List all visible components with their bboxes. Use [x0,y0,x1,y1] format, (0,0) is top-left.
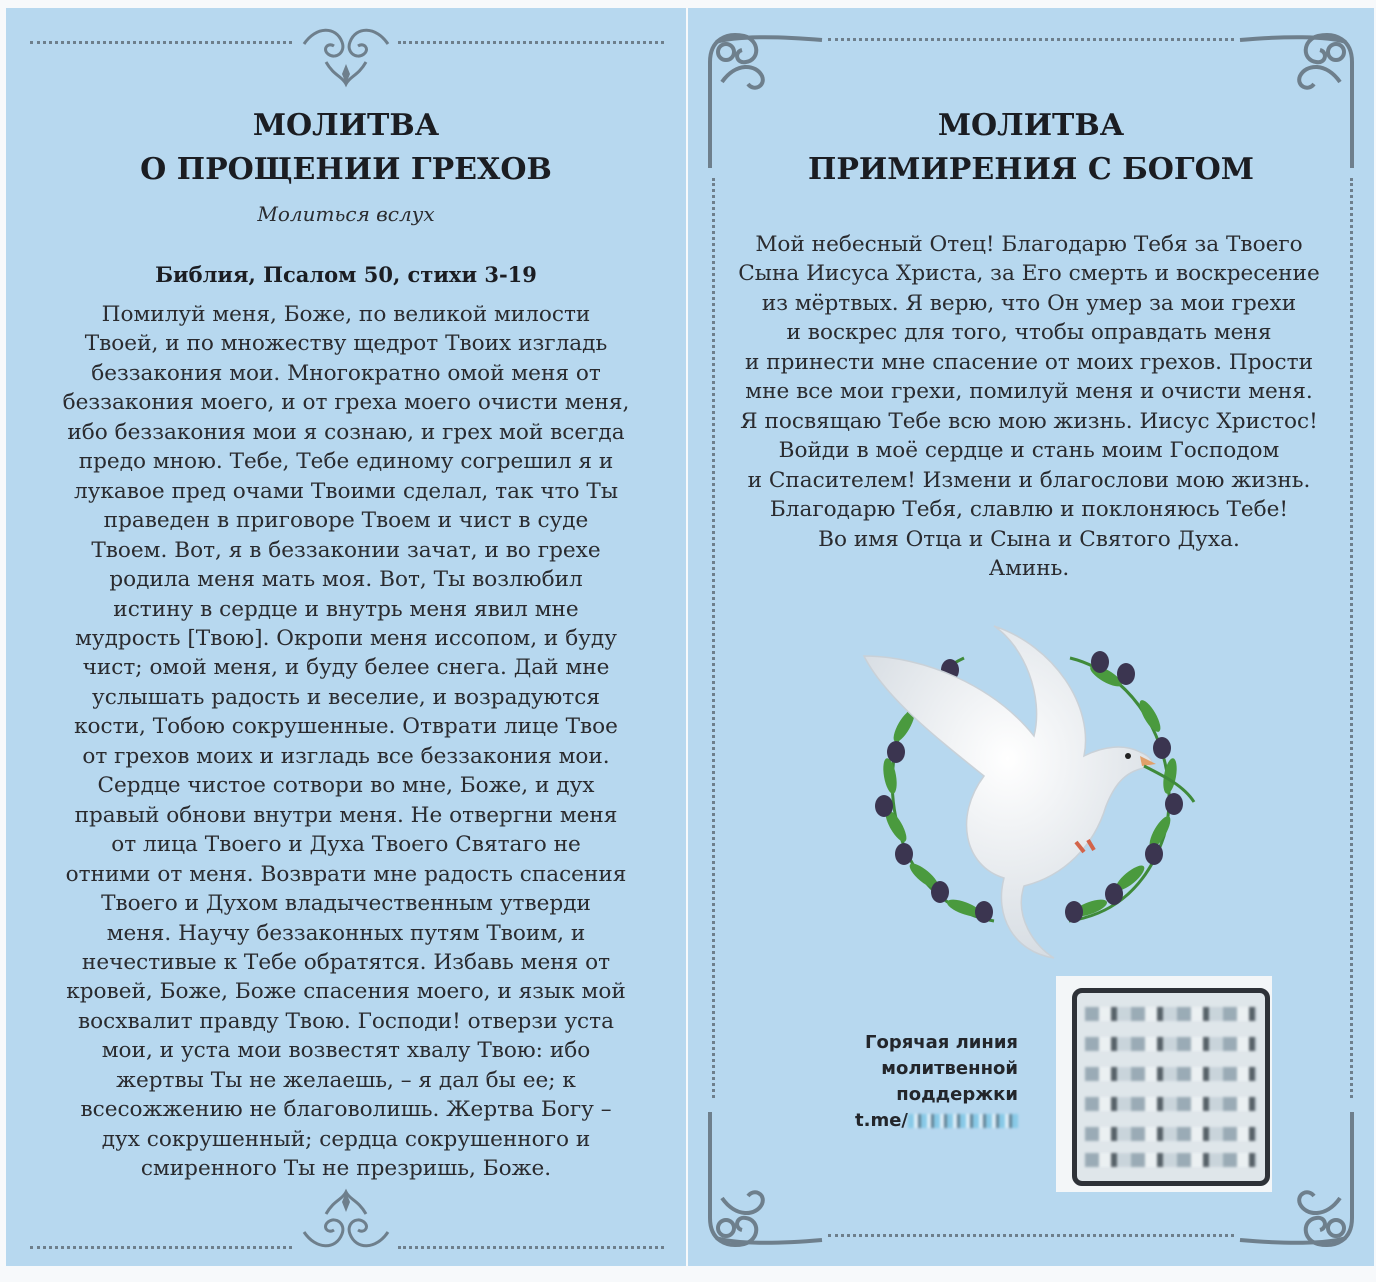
text-line: Твоем. Вот, я в беззаконии зачат, и во грехе [91,537,601,563]
text-line: истину в сердце и внутрь меня явил мне [113,596,579,622]
text-line: лукавое пред очами Твоими сделал, так что Ты [73,478,619,504]
text-line: Твоей, и по множеству щедрот Твоих изгладь [84,331,608,357]
text-line: Сердце чистое сотвори во мне, Боже, и дух [97,773,595,799]
text-line: нечестивые к Тебе обратятся. Избавь меня от [81,949,611,975]
text-line: беззакония мои. Многократно омой меня от [91,360,601,386]
text-line: Во имя Отца и Сына и Святого Духа. [818,526,1240,552]
text-line: отними от меня. Возврати мне радость спасения [65,861,627,887]
right-title-line2: ПРИМИРЕНИЯ С БОГОМ [808,152,1254,187]
text-line: родила меня мать моя. Вот, Ты возлюбил [109,567,583,593]
text-line: кровей, Боже, Боже спасения моего, и язык мой [66,979,626,1005]
text-line: восхвалит правду Твою. Господи! отверзи уста [78,1008,614,1034]
bottom-dotted-border [828,1234,1234,1240]
text-line: Я посвящаю Тебе всю мою жизнь. Иисус Христос! [740,408,1318,434]
bible-reference: Библия, Псалом 50, стихи 3-19 [155,262,537,287]
text-line: Сына Иисуса Христа, за Его смерть и воскресение [738,261,1320,287]
top-dotted-border [828,38,1234,44]
bottom-dotted-border [30,1246,292,1252]
text-line: Аминь. [988,555,1070,581]
text-line: Мой небесный Отец! Благодарю Тебя за Твоего [755,232,1303,257]
hotline-line: поддержки [896,1084,1018,1105]
qr-blur-row [1085,1007,1257,1021]
text-line: всесожжению не благоволишь. Жертва Богу – [80,1097,612,1123]
left-title-line1: МОЛИТВА [252,108,440,143]
qr-blur-row [1085,1037,1257,1051]
text-line: беззакония моего, и от греха моего очисти меня, [62,390,630,416]
text-line: и Спасителем! Измени и благослови мою жизнь. [747,467,1311,493]
text-line: Благодарю Тебя, славлю и поклоняюсь Тебе! [769,497,1289,523]
prayer-text [688,230,1374,583]
corner-ornament-bottom-left [696,1108,826,1258]
top-scroll-ornament [296,18,396,88]
hotline-line: молитвенной [881,1058,1018,1079]
text-line: Войди в моё сердце и стань моим Господом [778,438,1280,464]
text-line: кости, Тобою сокрушенные. Отврати лице Твое [74,714,618,740]
bottom-dotted-border [398,1246,664,1252]
text-line: Твоего и Духом владычественным утверди [101,891,591,917]
left-title-line2: О ПРОЩЕНИИ ГРЕХОВ [140,152,552,187]
text-line: жертвы Ты не желаешь, – я дал бы ее; к [116,1067,576,1093]
bottom-scroll-ornament [296,1188,396,1258]
top-dotted-border [30,41,292,47]
text-line: праведен в приговоре Твоем и чист в суде [103,508,589,534]
hotline-line: Горячая линия [864,1032,1018,1053]
left-subtitle: Молиться вслух [257,202,435,226]
psalm-text [6,300,686,1184]
hotline-label [808,1030,1018,1134]
text-line: смиренного Ты не презришь, Боже. [140,1156,552,1182]
qr-frame [1072,988,1270,1186]
text-line: правый обнови внутри меня. Не отвергни меня [74,802,618,828]
text-line: мудрость [Твою]. Окропи меня иссопом, и буду [75,625,617,651]
right-title-line1: МОЛИТВА [937,108,1125,143]
text-line: мои, и уста мои возвестят хвалу Твою: ибо [101,1038,591,1064]
text-line: услышать радость и веселие, и возрадуются [92,684,600,710]
text-line: дух сокрушенный; сердца сокрушенного и [101,1126,591,1152]
text-line: и принести мне спасение от моих грехов. Прости [745,349,1313,375]
qr-code-redacted[interactable] [1056,976,1272,1192]
hotline-link-prefix: t.me/ [855,1110,908,1131]
text-line: мне все мои грехи, помилуй меня и очисти меня. [745,379,1313,405]
text-line: от грехов моих и изгладь все беззакония мои. [82,743,610,769]
qr-blur-row [1085,1067,1257,1081]
text-line: ибо беззакония мои я сознаю, и грех мой всегда [67,419,625,445]
qr-blur-row [1085,1127,1257,1141]
dove-olive-wreath-illustration [844,616,1216,962]
text-line: и воскрес для того, чтобы оправдать меня [786,320,1272,346]
text-line: от лица Твоего и Духа Твоего Святаго не [111,832,581,858]
qr-blur-row [1085,1097,1257,1111]
text-line: Помилуй меня, Боже, по великой милости [101,302,591,327]
text-line: предо мною. Тебе, Тебе единому согрешил я и [78,449,614,475]
text-line: меня. Научу беззаконных путям Твоим, и [106,920,586,946]
top-dotted-border [398,41,664,47]
left-panel [6,8,686,1266]
text-line: из мёртвых. Я верю, что Он умер за мои грехи [761,290,1297,316]
hotline-link[interactable] [808,1108,1018,1134]
redacted-handle [908,1114,1018,1128]
text-line: чист; омой меня, и буду белее снега. Дай мне [82,655,610,681]
qr-blur-row [1085,1153,1257,1167]
